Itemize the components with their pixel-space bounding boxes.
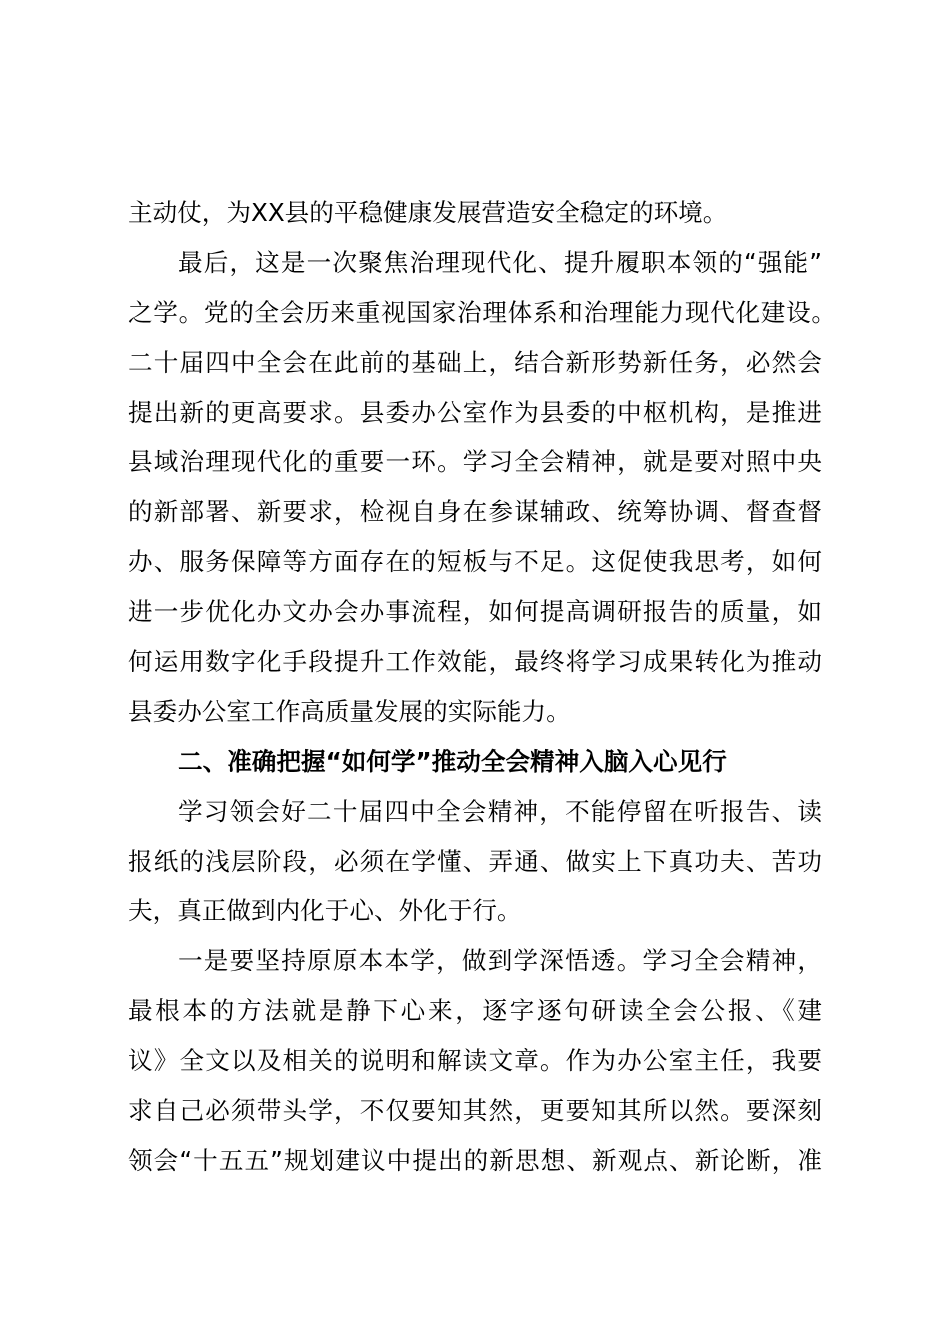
text-line: 二十届四中全会在此前的基础上，结合新形势新任务，必然会: [128, 347, 822, 377]
text-line: 县委办公室工作高质量发展的实际能力。: [128, 696, 571, 726]
text-line: 何运用数字化手段提升工作效能，最终将学习成果转化为推动: [128, 647, 822, 677]
text-line: 最后，这是一次聚焦治理现代化、提升履职本领的“强能”: [178, 247, 822, 277]
text-line: 报纸的浅层阶段，必须在学懂、弄通、做实上下真功夫、苦功: [128, 846, 822, 876]
text-line: 最根本的方法就是静下心来，逐字逐句研读全会公报、《建: [128, 996, 822, 1026]
text-line: 之学。党的全会历来重视国家治理体系和治理能力现代化建设。: [128, 297, 836, 327]
text-line: 一是要坚持原原本本学，做到学深悟透。学习全会精神，: [178, 946, 822, 976]
text-line: 领会“十五五”规划建议中提出的新思想、新观点、新论断，准: [128, 1145, 822, 1175]
paragraph: [128, 188, 822, 238]
text-line: 议》全文以及相关的说明和解读文章。作为办公室主任，我要: [128, 1046, 822, 1076]
text-line: 的新部署、新要求，检视自身在参谋辅政、统筹协调、督查督: [128, 497, 822, 527]
text-line: 学习领会好二十届四中全会精神，不能停留在听报告、读: [178, 796, 822, 826]
text-line: 进一步优化办文办会办事流程，如何提高调研报告的质量，如: [128, 597, 822, 627]
text-line: 提出新的更高要求。县委办公室作为县委的中枢机构，是推进: [128, 397, 822, 427]
text-line: 主动仗，为XX县的平稳健康发展营造安全稳定的环境。: [128, 198, 728, 227]
paragraph: [128, 936, 822, 1185]
text-line: 县域治理现代化的重要一环。学习全会精神，就是要对照中央: [128, 447, 822, 477]
text-line: 求自己必须带头学，不仅要知其然，更要知其所以然。要深刻: [128, 1096, 822, 1126]
paragraph: [128, 787, 822, 937]
paragraph: [128, 238, 836, 737]
text-line: 二、准确把握“如何学”推动全会精神入脑入心见行: [178, 746, 727, 776]
document-page: [128, 188, 836, 1186]
text-line: 夫，真正做到内化于心、外化于行。: [128, 896, 522, 926]
text-line: 办、服务保障等方面存在的短板与不足。这促使我思考，如何: [128, 547, 822, 577]
section-heading: [128, 737, 822, 787]
